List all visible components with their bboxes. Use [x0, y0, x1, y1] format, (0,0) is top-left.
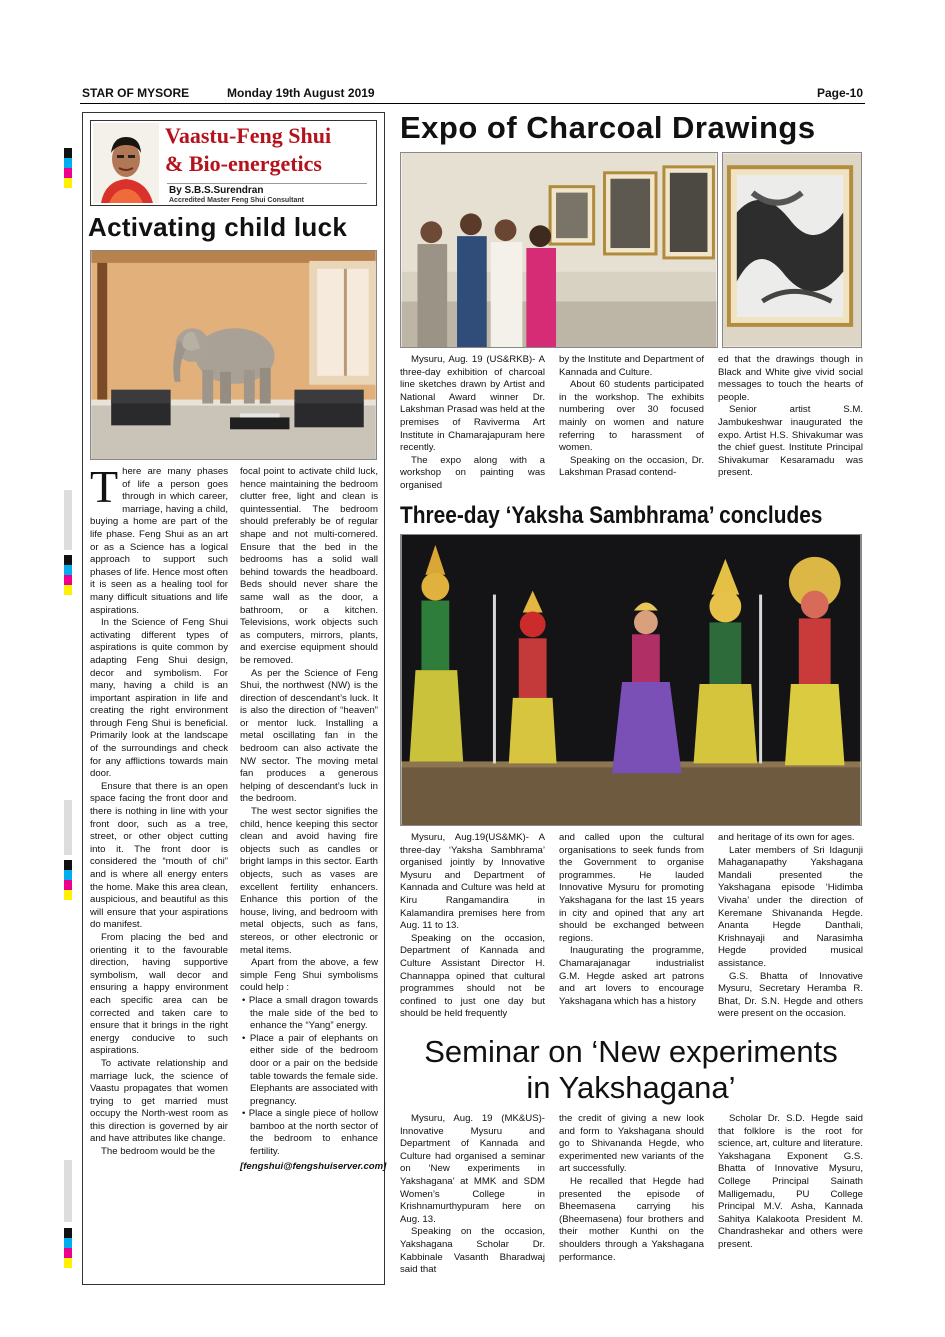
registration-marks: [64, 148, 72, 188]
bullet-item: • Place a pair of elephants on either side of the bedroom door or a pair on the bedside table towards the female side. Elephants are associated with pregnancy.: [242, 1032, 378, 1107]
expo-photo-visitors: [400, 152, 718, 348]
paragraph: Mysuru, Aug. 19 (US&RKB)- A three-day exhibition of charcoal line sketches drawn by Artist and National Award winner Dr. Lakshman Prasad was held at the premises of Raviverma Art Institute in Chamarajapuram here recently.: [400, 354, 545, 454]
credential: Accredited Master Feng Shui Consultant: [169, 197, 304, 204]
expo-headline: Expo of Charcoal Drawings: [400, 110, 816, 145]
feng-shui-headline: Activating child luck: [88, 212, 348, 242]
email-signoff: [fengshui@fengshuiserver.com]: [240, 1160, 387, 1172]
paragraph: focal point to activate child luck, hence maintaining the bedroom clutter free, light and clean is quintessential. The bedroom should preferably be of regular shape and not multi-cornered. Ensure that the bed in the bedrooms has a solid wall behind towards the headboard. Beds should never share the same wall as the door, a bathroom, or a kitchen. Televisions, work objects such as computers, mirrors, plants, and exercise equipment should be removed.: [240, 466, 378, 666]
registration-marks: [64, 555, 72, 595]
gray-strip: [64, 490, 72, 550]
paragraph: the credit of giving a new look and form to Yakshagana should go to Shivananda Hegde, who experimented new variants of the art successfully.: [559, 1113, 704, 1175]
seminar-headline: [400, 1034, 862, 1106]
feng-shui-col2: [240, 466, 387, 1173]
paragraph: Mysuru, Aug. 19 (MK&US)- Innovative Mysuru and Department of Kannada and Culture had organised a seminar on ‘New experiments in Yakshagana’ at MMK and SDM Women’s College in Krishnamurthypuram here on Aug. 13.: [400, 1113, 545, 1225]
paper-name: STAR OF MYSORE: [82, 86, 190, 100]
registration-marks: [64, 860, 72, 900]
paragraph: and heritage of its own for ages.: [718, 832, 855, 843]
yaksha-col2: [559, 832, 704, 1008]
bullet-item: • Place a small dragon towards the male side of the bed to enhance the “Yang” energy.: [242, 994, 378, 1032]
paragraph: About 60 students participated in the workshop. The exhibits numbering over 30 focused mainly on women and nature referring to harassment of women.: [559, 379, 704, 454]
paragraph: Ensure that there is an open space facing the front door and there is nothing in line with your front door, such as a tree, street, or other object cutting into it. The front door is considered the “mouth of chi” and is where all energy enters the home. Make this area clean, auspicious, and beautiful as this will ensure that your aspirations do manifest.: [90, 780, 228, 931]
column-header: [90, 120, 377, 206]
paragraph: [90, 461, 228, 617]
paragraph: Apart from the above, a few simple Feng Shui symbolisms could help :: [240, 957, 378, 994]
issue-date: Monday 19th August 2019: [227, 86, 375, 100]
column-title-line2: & Bio-energetics: [165, 151, 322, 176]
seminar-col3: [718, 1113, 863, 1252]
gray-strip: [64, 1160, 72, 1222]
paragraph: G.S. Bhatta of Innovative Mysuru, Secretary Heramba R. Bhat, Dr. S.N. Hegde and others were present on the occasion.: [718, 970, 863, 1020]
page-number: Page-10: [816, 86, 863, 100]
feng-shui-col1: [90, 461, 228, 1159]
registration-marks: [64, 1228, 72, 1268]
expo-col2: [559, 354, 704, 480]
paragraph: As per the Science of Feng Shui, the northwest (NW) is the direction of descendant’s luck. It is also the direction of “heaven” or mentor luck. Installing a metal oscillating fan in the bedroom can also activate the NW sector. The moving metal fan produces a generous helping of descendant’s luck in the bedroom.: [240, 667, 378, 805]
paragraph: The west sector signifies the child, hence keeping this sector clean and avoid having fire objects such as candles or bright lamps in this sector. Earth objects, such as vases are excellent fertility enhancers. Enhance this portion of the house, living, and bedroom with metal objects, such as fans, stereos, or other electronic or metal items.: [240, 806, 378, 956]
paragraph: To activate relationship and marriage luck, the science of Vaastu propagates that women trying to get married must occupy the North-west room as this direction is governed by air and have attributes like change.: [90, 1057, 228, 1145]
paragraph: Later members of Sri Idagunji Mahaganapathy Yakshagana Mandali presented the Yakshagana episode ‘Hidimba Vivaha’ under the direction of Keremane Shivananda Hegde. Ananta Hegde Danthali, Krishnayaji and Narasimha Hegde provided musical assistance.: [718, 844, 863, 969]
paragraph: Inaugurating the programme, Chamarajanagar industrialist G.M. Hegde asked art patrons and art lovers to encourage Yakshagana which has a history: [559, 945, 704, 1007]
paragraph: Speaking on the occasion, Department of Kannada and Culture Assistant Director H. Channappa opined that cultural programmes should not be confined to just one day but should be held frequently: [400, 932, 545, 1020]
expo-col3: [718, 354, 863, 480]
elephant-room-photo: [90, 250, 377, 460]
header-divider: [167, 183, 367, 184]
column-title-line1: Vaastu-Feng Shui: [165, 123, 332, 148]
paragraph: In the Science of Feng Shui activating different types of aspirations is quite common by adapting Feng Shui design, decor and symbolism. For many, having a child is an important aspiration in life and creating the right environment through Feng Shui is beneficial. Primarily look at the landscape of the surroundings and check for any afflictions towards main door.: [90, 617, 228, 780]
paragraph: He recalled that Hegde had presented the episode of Bheemasena carrying his (Bheemasena) four brothers and their mother Kunthi on the shoulders through a Yakshagana performance.: [559, 1175, 704, 1263]
seminar-headline-line2: in Yakshagana’: [526, 1070, 736, 1105]
paragraph: Senior artist S.M. Jambukeshwar inaugurated the expo. Artist H.S. Shivakumar was the chief guest. Institute Principal Shivakumar Kesaramadu was present.: [718, 404, 863, 479]
columnist-portrait: [93, 123, 159, 203]
paragraph: The bedroom would be the: [101, 1146, 216, 1158]
yaksha-col3: [718, 832, 863, 1021]
drop-cap: T: [90, 461, 119, 512]
yaksha-headline: Three-day ‘Yaksha Sambhrama’ concludes: [400, 502, 823, 529]
gray-strip: [64, 800, 72, 855]
byline: By S.B.S.Surendran: [169, 185, 264, 196]
yaksha-col1: [400, 832, 545, 1021]
paragraph: Speaking on the occasion, Dr. Lakshman Prasad contend-: [559, 454, 704, 479]
paragraph: The expo along with a workshop on painting was organised: [400, 454, 545, 491]
bullet-item: • Place a single piece of hollow bamboo at the north sector of the bedroom to enhance fertility.: [242, 1108, 378, 1158]
seminar-col1: [400, 1113, 545, 1277]
masthead: [80, 80, 865, 104]
expo-photo-drawings: [722, 152, 862, 348]
seminar-headline-line1: Seminar on ‘New experiments: [424, 1034, 838, 1069]
paragraph: Speaking on the occasion, Yakshagana Scholar Dr. Kabbinale Vasanth Bharadwaj said that: [400, 1226, 545, 1276]
paragraph-text: here are many phases of life a person goes through in which career, marriage, having a child, buying a home are part of the life phase. Feng Shui as an art or as a Science has a logical approach to support such phases of life. Hence most often it is seen as a healing tool for many difficult situations and life aspirations.: [90, 466, 228, 616]
paragraph: Scholar Dr. S.D. Hegde said that folklore is the root for science, art, culture and literature. Yakshagana Exponent G.S. Bhatta of Innovative Mysuru, College Principal Sainath Malligemadu, PU College Principal M.V. Asha, Kannada Sahitya Kalakoota President M. Chandrashekar and others were present.: [718, 1113, 863, 1250]
paragraph: and called upon the cultural organisations to seek funds from the Government to organise programmes. He lauded Innovative Mysuru for promoting Yakshagana for the last 15 years in city and opined that any art should be exchanged between regions.: [559, 832, 704, 944]
paragraph: Mysuru, Aug.19(US&MK)- A three-day ‘Yaksha Sambhrama’ organised jointly by Innovative Mysuru and Department of Kannada and Culture was held at Kiru Rangamandira in Kalamandira premises here from Aug. 11 to 13.: [400, 832, 545, 932]
expo-col1: [400, 354, 545, 493]
paragraph: From placing the bed and orienting it to the favourable direction, having supportive symbolism, wall decor and ensuring a happy environment each specific area can be corrected and taken care to ensure that it brings in the right energy conducive to such aspirations.: [90, 931, 228, 1057]
seminar-col2: [559, 1113, 704, 1264]
yakshagana-performance-photo: [400, 534, 862, 826]
paragraph: by the Institute and Department of Kannada and Culture.: [559, 354, 704, 378]
paragraph: ed that the drawings though in Black and White give vivid social messages to touch the hearts of people.: [718, 354, 863, 403]
